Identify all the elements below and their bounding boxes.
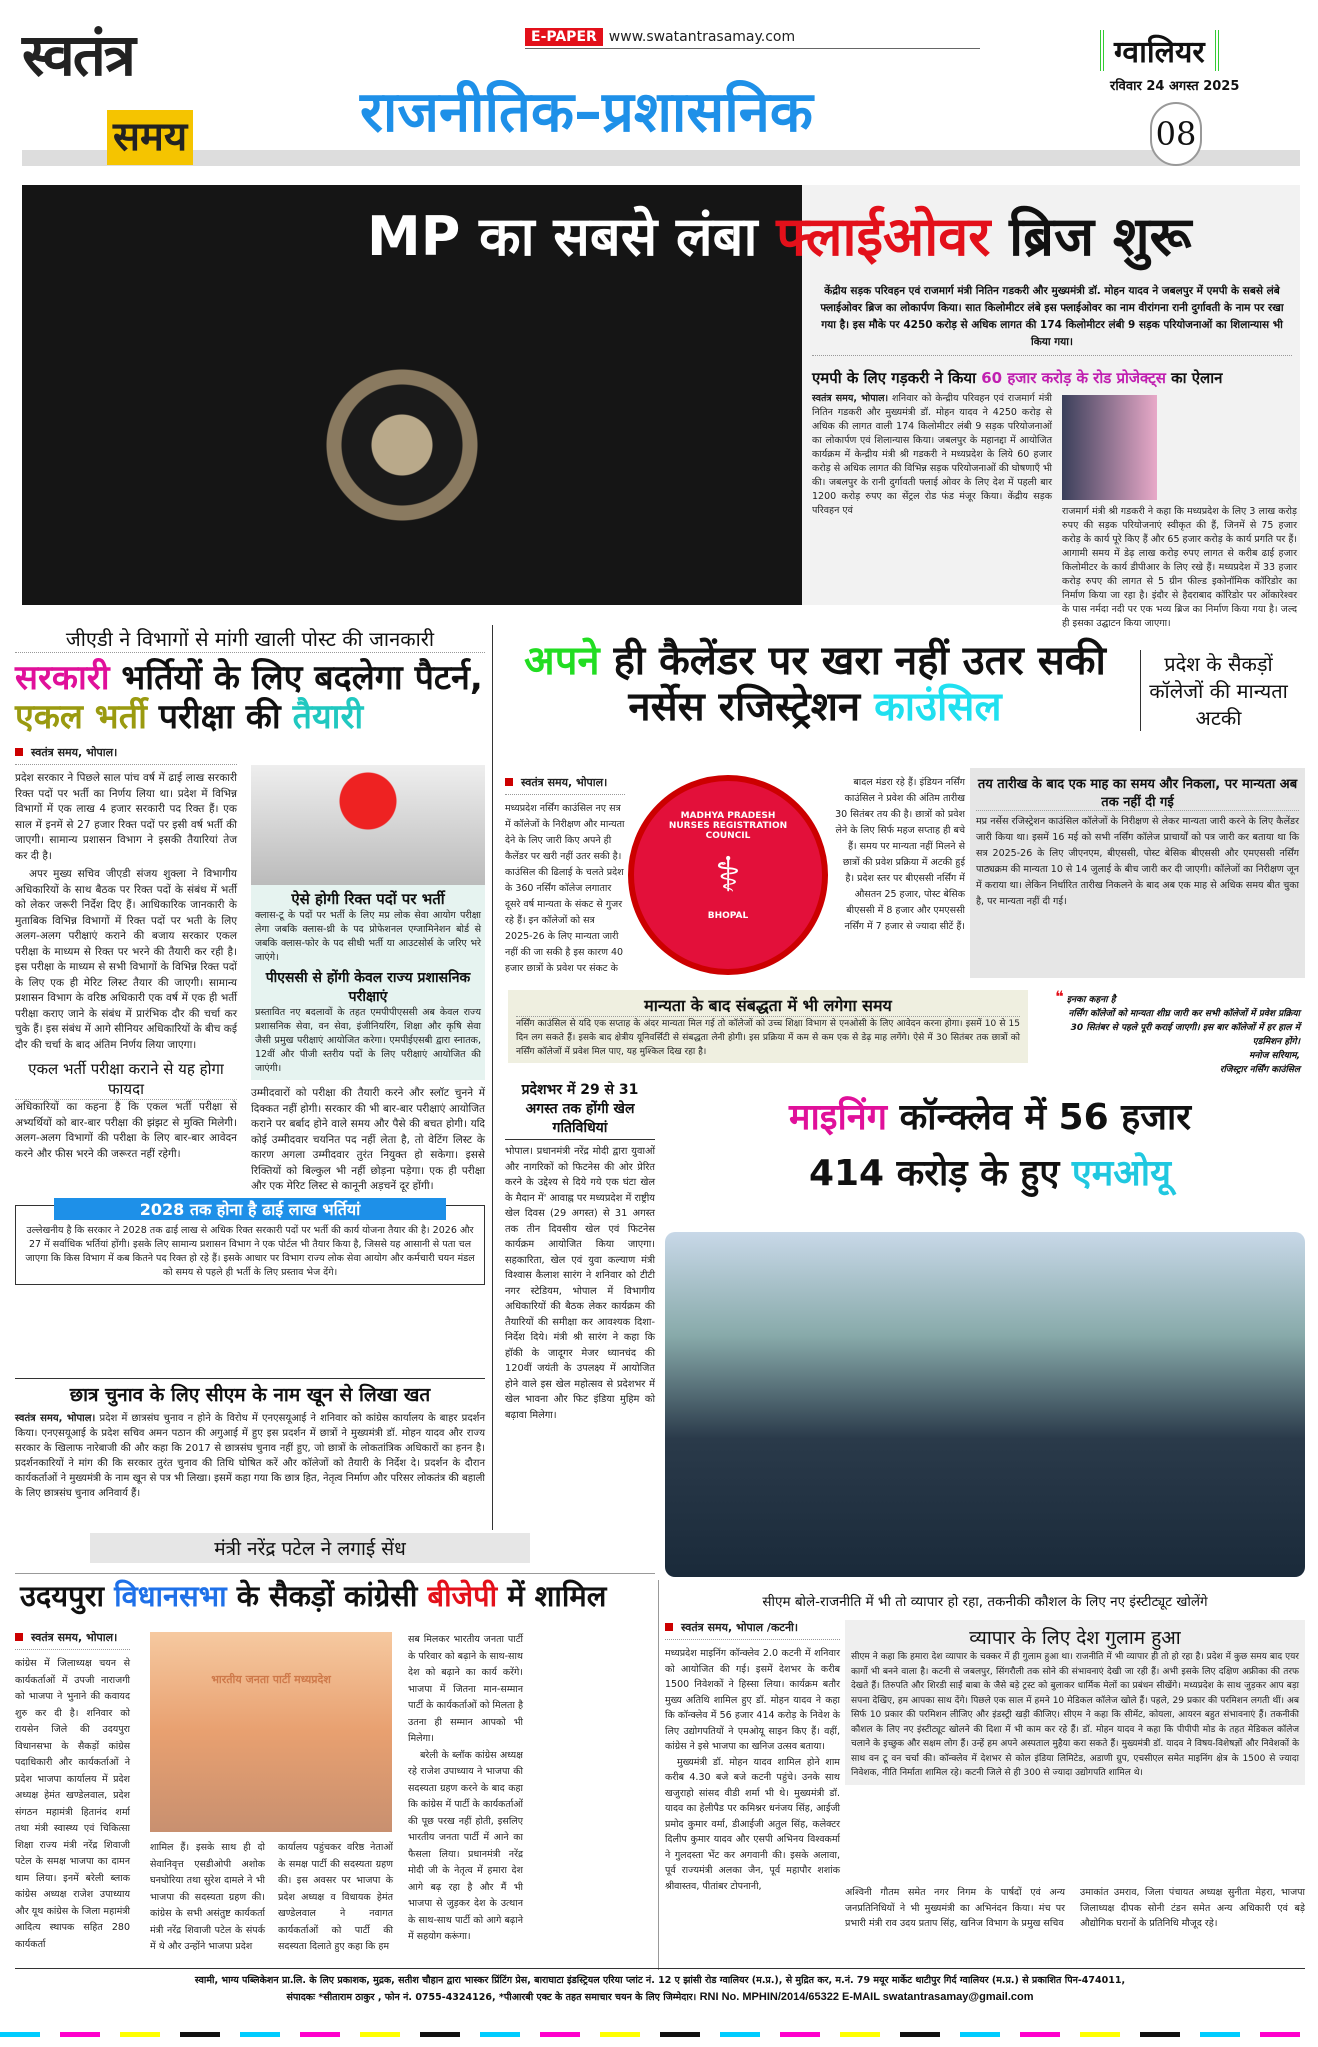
udaipura-kicker: मंत्री नरेंद्र पटेल ने लगाई सेंध bbox=[90, 1533, 530, 1563]
top-body-2: राजमार्ग मंत्री श्री गडकरी ने कहा कि मध्यप्रदेश के लिए 3 लाख करोड़ रुपए की सड़क परियोजनाएं स्वीकृत की हैं, जिनमें से 75 हजार करोड़ के कार्य पूरे किए हैं और 65 हजार करोड़ के कार्य प्रगति पर हैं। आगामी समय में डेढ़ लाख करोड़ रुपए लागत से करीब ढाई हजार किलोमीटर के कार्य डीपीआर के लिए रखे हैं। मध्यप्रदेश में 33 हजार करोड़ रुपए की लागत से 5 ग्रीन फील्ड इकोनॉमिक कॉरिडोर का निर्माण किया जा रहा है। इंदौर से हैदराबाद कॉरिडोर पर ओंकारेश्वर के पास नर्मदा नदी पर एक भव्य ब्रिज का निर्माण किया गया है। जल्द ही इसका उद्घाटन किया जाएगा। bbox=[1062, 506, 1297, 629]
udaipura-headline: उदयपुरा विधानसभा के सैकड़ों कांग्रेसी बीजेपी में शामिल bbox=[20, 1579, 607, 1613]
benefit-body: अधिकारियों का कहना है कि एकल भर्ती परीक्षा से अभ्यर्थियों को बार-बार परीक्षा की झंझट से मुक्ति मिलेगी। अलग-अलग विभागों की परीक्षा के लिए बार-बार आवेदन करने और फीस भरने की जरूरत नहीं रहेगी। bbox=[15, 1101, 237, 1160]
box-heading-2: पीएससी से होंगी केवल राज्य प्रशासनिक परीक्षाएं bbox=[265, 970, 471, 1006]
registration-color-bar bbox=[0, 2032, 1318, 2037]
quote-text: नर्सिंग कॉलेजों को मान्यता शीघ्र जारी कर सभी कॉलेजों में प्रवेश प्रक्रिया 30 सितंबर से पहले पूरी कराई जाएगी। इस बार कॉलेजों में हर हाल में एडमिशन होंगे। bbox=[1068, 1009, 1300, 1047]
recruitment-headline: सरकारी भर्तियों के लिए बदलेगा पैटर्न, एकल भर्ती परीक्षा की तैयारी bbox=[15, 658, 483, 738]
nursing-body-1: मध्यप्रदेश नर्सिंग काउंसिल नए सत्र में कॉलेजों के निरीक्षण और मान्यता देने के लिए जारी किए अपने ही कैलेंडर पर खरी नहीं उतर सकी है। काउंसिल की ढिलाई के चलते प्रदेश के 360 नर्सिंग कॉलेज लगातार दूसरे वर्ष मान्यता के संकट से गुजर रहे हैं। इन कॉलेजों को सत्र 2025-26 के लिए मान्यता जारी नहीं की जा सकी है इस कारण 40 हजार छात्रों के प्रवेश पर संकट के bbox=[505, 803, 625, 974]
udaipura-body-4: सब मिलकर भारतीय जनता पार्टी के परिवार को बढ़ाने के साथ-साथ देश को बढ़ाने का कार्य करेंगे। भाजपा में जितना मान-सम्मान पार्टी के कार्यकर्ताओं को मिलता है उतना ही सम्मान आपको भी मिलेगा। bbox=[408, 1634, 523, 1744]
mining-body-3: अश्विनी गौतम समेत नगर निगम के पार्षदों एवं अन्य जनप्रतिनिधियों ने भी मुख्यमंत्री का अभिनंदन किया। मंच पर प्रभारी मंत्री राव उदय प्रताप सिंह, खनिज विभाग के प्रमुख सचिव bbox=[845, 1887, 1065, 1929]
banner-box bbox=[15, 1199, 485, 1285]
recruitment-kicker: जीएडी ने विभागों से मांगी खाली पोस्ट की जानकारी bbox=[15, 625, 485, 653]
recruitment-dateline: स्वतंत्र समय, भोपाल। bbox=[15, 745, 237, 765]
udaipura-dateline: स्वतंत्र समय, भोपाल। bbox=[15, 1630, 130, 1650]
issue-date: रविवार 24 अगस्त 2025 bbox=[1110, 79, 1240, 94]
nursing-side-kicker: प्रदेश के सैकड़ों कॉलेजों की मान्यता अटकी bbox=[1140, 650, 1290, 731]
recruitment-body-3: उम्मीदवारों को परीक्षा की तैयारी करने और स्लॉट चुनने में दिक्कत नहीं होगी। सरकार की भी बार-बार परीक्षाएं आयोजित कराने पर बर्बाद होने वाले समय और पैसे की बचत होगी। यदि कोई उम्मीदवार चयनित पद नहीं लेता है, तो वेटिंग लिस्ट के कारण अगला उम्मीदवार तुरंत नियुक्त हो सकेगा। इससे रिक्तियों को बिल्कुल भी नहीं छोड़ना पड़ेगा। एक ही परीक्षा और एक मेरिट लिस्ट से कानूनी अड़चनें दूर होंगी। bbox=[251, 1087, 485, 1193]
recruitment-body-1: प्रदेश सरकार ने पिछले साल पांच वर्ष में ढाई लाख सरकारी रिक्त पदों पर भर्ती का निर्णय लिया था। प्रदेश में विभिन्न विभागों में एक लाख 4 हजार सरकारी पद रिक्त हैं। एक साल में इनमें से 27 हजार रिक्त पदों पर इसी वर्ष भर्ती की जाएगी। सामान्य प्रशासन विभाग ने इसकी तैयारियां तेज कर दी है। bbox=[15, 772, 237, 862]
sports-body: भोपाल। प्रधानमंत्री नरेंद्र मोदी द्वारा युवाओं और नागरिकों को फिटनेस की ओर प्रेरित करने के उद्देश्य से दिये गये एक घंटा खेल के मैदान में' आवाह्न पर मध्यप्रदेश में राष्ट्रीय खेल दिवस (29 अगस्त) से 31 अगस्त तक तीन दिवसीय खेल एवं फिटनेस कार्यक्रम आयोजित किया जाएगा। सहकारिता, खेल एवं युवा कल्याण मंत्री विश्वास कैलाश सारंग ने शनिवार को टीटी नगर स्टेडियम, भोपाल में विभागीय अधिकारियों की बैठक लेकर कार्यक्रम की तैयारियों की समीक्षा कर आवश्यक दिशा-निर्देश दिये। मंत्री श्री सारंग ने कहा कि हॉकी के जादूगर मेजर ध्यानचंद की 120वीं जयंती के उपलक्ष्य में आयोजित होने वाले इस खेल महोत्सव से प्रदेशभर में खेल भावना और फिट इंडिया मुहिम को बढ़ावा मिलेगा। bbox=[505, 1146, 655, 1421]
student-headline: छात्र चुनाव के लिए सीएम के नाम खून से लिखा खत bbox=[69, 1384, 431, 1406]
imprint bbox=[15, 1968, 1305, 2006]
sports-headline: प्रदेशभर में 29 से 31 अगस्त तक होंगी खेल गतिविधियां bbox=[505, 1080, 655, 1140]
mining-body-1: मध्यप्रदेश माइनिंग कॉन्क्लेव 2.0 कटनी में शनिवार को आयोजित की गई। इसमें देशभर के करीब 1500 निवेशकों ने हिस्सा लिया। कार्यक्रम बतौर मुख्य अतिथि शामिल हुए डॉ. मोहन यादव ने कहा कि कॉन्क्लेव में 56 हजार 414 करोड़ के निवेश के लिए उद्योगपतियों ने एमओयू साइन किए हैं। वहीं, कांग्रेस ने इसे भाजपा का खनिज उत्सव बताया। bbox=[665, 1648, 840, 1752]
vertical-rule bbox=[658, 1580, 659, 1970]
benefit-subhead: एकल भर्ती परीक्षा कराने से यह होगा फायदा bbox=[15, 1059, 237, 1100]
imprint-rni-email: RNI No. MPHIN/2014/65322 E-MAIL swatantrasamay@gmail.com bbox=[699, 1991, 1034, 2003]
udaipura-body-5: बरेली के ब्लॉक कांग्रेस अध्यक्ष रहे राजेश उपाध्याय ने भाजपा की सदस्यता ग्रहण करने के बाद कहा कि कांग्रेस में पार्टी के कार्यकर्ताओं की पूछ परख नहीं होती, इसलिए भारतीय जनता पार्टी में आने का फैसला लिया। प्रधानमंत्री नरेंद्र मोदी जी के नेतृत्व में हमारा देश आगे बढ़ रहा है और मैं भी भाजपा से जुड़कर देश के उत्थान के साथ-साथ पार्टी को आगे बढ़ाने में सहयोग करूंगा। bbox=[408, 1749, 523, 1942]
udaipura-body-1: कांग्रेस में जिलाध्यक्ष चयन से कार्यकर्ताओं में उपजी नाराजगी को भाजपा ने भुनाने की कवायद शुरु कर दी है। शनिवार को रायसेन जिले की उदयपुरा विधानसभा के सैकड़ों कांग्रेस पदाधिकारी और कार्यकर्ताओं ने प्रदेश भाजपा कार्यालय में प्रदेश अध्यक्ष हेमंत खण्डेलवाल, प्रदेश संगठन महामंत्री हितानंद शर्मा तथा मंत्री स्वास्थ्य एवं चिकित्सा शिक्षा राज्य मंत्री नरेंद्र शिवाजी पटेल के समक्ष भाजपा का दामन थाम लिया। इनमें बरेली ब्लाक कांग्रेस अध्यक्ष राजेश उपाध्याय और यूथ कांग्रेस के जिला महामंत्री आदित्य स्थापक सहित 280 कार्यकर्ता bbox=[15, 1658, 130, 1950]
box-text-1: क्लास-टू के पदों पर भर्ती के लिए मप्र लोक सेवा आयोग परीक्षा लेगा जबकि क्लास-थ्री के पद प्रोफेशनल एग्जामिनेशन बोर्ड से जबकि क्लास-फोर के पद सीधी भर्ती या आउटसोर्स के जरिए भरे जाएंगे। bbox=[255, 910, 481, 964]
quote-icon: ❝ bbox=[1055, 987, 1064, 1006]
recruitment-story bbox=[15, 625, 485, 1505]
city-name bbox=[1100, 30, 1219, 71]
box-text-2: प्रस्तावित नए बदलावों के तहत एमपीपीएससी अब केवल राज्य प्रशासनिक सेवा, वन सेवा, इंजीनियरिंग, शिक्षा और कृषि सेवा जैसी प्रमुख परीक्षाएं आयोजित करेगा। एमपीईएसबी द्वारा स्नातक, 12वीं और पीजी स्तरीय पदों के लिए परीक्षाएं आयोजित की जाएंगी। bbox=[255, 1007, 481, 1075]
quote-title: रजिस्ट्रार नर्सिंग काउंसिल bbox=[1219, 1065, 1300, 1075]
gadkari-photo bbox=[1062, 395, 1157, 500]
nursing-story bbox=[500, 630, 1305, 1080]
bullet-square-icon bbox=[15, 748, 23, 756]
top-lede: केंद्रीय सड़क परिवहन एवं राजमार्ग मंत्री नितिन गडकरी और मुख्यमंत्री डॉ. मोहन यादव ने जबलपुर में एमपी के सबसे लंबे फ्लाईओवर ब्रिज का लोकार्पण किया। सात किलोमीटर लंबे इस फ्लाईओवर का नाम वीरांगना रानी दुर्गावती के नाम पर रखा गया है। इस मौके पर 4250 करोड़ से अधिक लागत की 174 किलोमीटर लंबी 9 सड़क परियोजनाओं का शिलान्यास भी किया गया। bbox=[812, 283, 1292, 356]
trade-box bbox=[845, 1620, 1305, 1785]
city-label: ग्वालियर bbox=[1114, 35, 1205, 70]
top-story bbox=[22, 185, 1300, 629]
quote-block: ❝ इनका कहना है नर्सिंग कॉलेजों को मान्यता शीघ्र जारी कर सभी कॉलेजों में प्रवेश प्रक्रिया 30 सितंबर से पहले पूरी कराई जाएगी। इस बार कॉलेजों में हर हाल में एडमिशन होंगे। मनोज सरियाम, रजिस्ट्रार नर्सिंग काउंसिल bbox=[1055, 987, 1300, 1075]
logo-bottom: समय bbox=[107, 110, 193, 165]
banner-text: उल्लेखनीय है कि सरकार ने 2028 तक ढाई लाख से अधिक रिक्त सरकारी पदों पर भर्ती की कार्य योजना तैयार की है। 2026 और 27 में सर्वाधिक भर्तियां होंगी। इसके लिए सामान्य प्रशासन विभाग ने एक पोर्टल भी तैयार किया है, जिससे यह आसानी से पता चल जाएगा कि किस विभाग में कब कितने पद रिक्त हो रहे हैं। इसके आधार पर विभाग राज्य लोक सेवा आयोग और कर्मचारी चयन मंडल को समय से पहले ही भर्ती के लिए प्रस्ताव भेज देंगे। bbox=[25, 1224, 475, 1278]
student-body: स्वतंत्र समय, भोपाल। प्रदेश में छात्रसंघ चुनाव न होने के विरोध में एनएसयूआई ने शनिवार को कांग्रेस कार्यालय के बाहर प्रदर्शन किया। एनएसयूआई के प्रदेश सचिव अमन पठान की अगुआई में हुए इस प्रदर्शन में छात्रों ने मुख्यमंत्री डॉ. मोहन यादव और राज्य सरकार के खिलाफ नारेबाजी की और कहा कि 2017 से छात्रसंघ चुनाव नहीं हुए, जो छात्रों के लोकतांत्रिक अधिकारों का हनन है। प्रदर्शनकारियों ने मांग की कि सरकार तुरंत चुनाव की तिथि घोषित करें और कॉलेजों को तैयारी के निर्देश दे। प्रदर्शन के दौरान कार्यकर्ताओं ने मुख्यमंत्री के नाम खून से पत्र भी लिखा। इसमें कहा गया कि छात्र हित, नेतृत्व निर्माण और परिसर लोकतंत्र की बहाली के लिए छात्रसंघ चुनाव अनिवार्य हैं। bbox=[15, 1412, 485, 1499]
running-man-illustration bbox=[251, 765, 485, 885]
logo[interactable] bbox=[22, 15, 272, 165]
mining-caption: सीएम बोले-राजनीति में भी तो व्यापार हो रहा, तकनीकी कौशल के लिए नए इंस्टीट्यूट खोलेंगे bbox=[762, 1594, 1208, 1610]
affiliation-heading: मान्यता के बाद संबद्धता में भी लगेगा समय bbox=[516, 994, 1020, 1017]
photo-banner-text: भारतीय जनता पार्टी मध्यप्रदेश bbox=[211, 1673, 331, 1686]
nurses-council-seal: MADHYA PRADESH NURSES REGISTRATION COUNCIL ⚕ BHOPAL bbox=[628, 775, 828, 975]
sports-story bbox=[505, 1080, 655, 1423]
hr bbox=[15, 1573, 655, 1574]
nursing-deadline-box bbox=[970, 768, 1305, 978]
affiliation-text: नर्सिंग काउंसिल से यदि एक सप्ताह के अंदर मान्यता मिल गई तो कॉलेजों को उच्च शिक्षा विभाग से एनओसी के लिए आवेदन करना होगा। इसमें 10 से 15 दिन लग सकते हैं। इसके बाद क्षेत्रीय यूनिवर्सिटी से संबद्धता लेनी होगी। इस प्रक्रिया में कम से कम एक से डेढ़ माह लगेंगे। ऐसे में 30 सितंबर तक छात्रों को नर्सिंग कॉलेजों में प्रवेश मिल पाए, यह मुश्किल दिख रहा है। bbox=[516, 1019, 1020, 1057]
mining-body-2: मुख्यमंत्री डॉ. मोहन यादव शामिल होने शाम करीब 4.30 बजे बजे कटनी पहुंचे। उनके साथ खजुराहो सांसद वीडी शर्मा भी थे। मुख्यमंत्री डॉ. यादव का हेलीपैड पर कमिश्नर धनंजय सिंह, आईजी प्रमोद कुमार वर्मा, डीआईजी अतुल सिंह, कलेक्टर दिलीप कुमार यादव और एसपी अभिनय विश्वकर्मा ने गुलदस्ता भेंट कर अगवानी की। इसके अलावा, पूर्व राज्यमंत्री अलका जैन, पूर्व महापौर शशांक श्रीवास्तव, पीतांबर टोपनानी, bbox=[665, 1756, 840, 1892]
quote-name: मनोज सरियाम, bbox=[1249, 1051, 1300, 1061]
deadline-heading: तय तारीख के बाद एक माह का समय और निकला, पर मान्यता अब तक नहीं दी गई bbox=[976, 774, 1299, 811]
box-heading-1: ऐसे होगी रिक्त पदों पर भर्ती bbox=[291, 890, 445, 909]
recruitment-box bbox=[251, 885, 485, 1080]
page-number: 08 bbox=[1150, 102, 1202, 166]
trade-text: सीएम ने कहा कि हमारा देश व्यापार के चक्कर में ही गुलाम हुआ था। राजनीति में भी व्यापार ही तो हो रहा है। प्रदेश में कुछ समय बाद एयर कार्गो भी बनने वाला है। कटनी से जबलपुर, सिंगरौली तक सोने की संभावनाएं देखी जा रही हैं। अभी इसके लिए दक्षिण अफ्रीका की तरफ देखते हैं। तिरुपति और शिरडी साईं बाबा के जैसे बड़े ट्रस्ट को बुलाकर धार्मिक मेलों का प्रबंधन सीखेंगे। मध्यप्रदेश के साथ जुड़कर आप बड़ा सपना देखिए, हम आपका साथ देंगे। पिछले एक साल में हमने 10 मेडिकल कॉलेज खोले हैं। पहले, 29 प्रकार की परमिशन लगती थीं। अब सिर्फ 10 प्रकार की परमिशन लीजिए और इंडस्ट्री खड़ी कीजिए। सीएम ने कहा कि सीमेंट, कोयला, आयरन बहुत संभावनाएं हैं। तकनीकी कौशल के लिए नए इंस्टीट्यूट खोलने की दिशा में भी काम कर रहे हैं। डॉ. मोहन यादव ने कहा कि पीपीपी मोड के तहत मेडिकल कॉलेज चलाने के इच्छुक और सक्षम लोग हैं। उन्हें हम अपने अस्पताल मुहैया करा सकते हैं। मुख्यमंत्री डॉ. यादव ने विषय-विशेषज्ञों और निवेशकों के साथ वन टू वन चर्चा की। कॉन्क्लेव में देशभर से कोल इंडिया लिमिटेड, अडाणी ग्रुप, एचसीएल समेत माइनिंग क्षेत्र के 1500 से ज्यादा निवेशक, नीति निर्माता शामिल रहे। कटनी जिले से ही 300 से ज्यादा उद्योगपति शामिल थे। bbox=[851, 1652, 1299, 1778]
epaper-badge: E-PAPER bbox=[525, 28, 603, 46]
affiliation-box bbox=[508, 990, 1028, 1063]
bullet-square-icon bbox=[15, 1633, 23, 1641]
imprint-line-1: स्वामी, भाग्य पब्लिकेशन प्रा.लि. के लिए प्रकाशक, मुद्रक, सतीश चौहान द्वारा भास्कर प्रिंटिंग प्रेस, बाराघाटा इंडस्ट्रियल एरिया प्लांट नं. 12 ए झांसी रोड ग्वालियर (म.प्र.), से मुद्रित कर, म.नं. 79 मयूर मार्केट थाटीपुर गिर्द ग्वालियर (म.प्र.) से प्रकाशित पिन-474011, bbox=[194, 1975, 1126, 1986]
top-subhead: एमपी के लिए गड़करी ने किया 60 हजार करोड़ के रोड प्रोजेक्ट्स का ऐलान bbox=[812, 369, 1223, 387]
deadline-text: मप्र नर्सेस रजिस्ट्रेशन काउंसिल कॉलेजों के निरीक्षण से लेकर मान्यता जारी करने के लिए कैलेंडर जारी किया था। इसमें 16 मई को सभी नर्सिंग कॉलेज प्राचार्यों को पत्र जारी कर बताया था कि सत्र 2025-26 के लिए जीएनएम, बीएससी, पोस्ट बेसिक बीएससी और एमएससी नर्सिंग पाठ्यक्रम की मान्यता 10 से 14 जुलाई के बीच जारी कर दी जाएगी। कॉलेजों का निरीक्षण जून में कराया था। लेकिन निर्धारित तारीख निकलने के बाद अब एक माह से अधिक समय बीत चुका है, पर मान्यता नहीं दी गई। bbox=[976, 816, 1299, 907]
vertical-rule bbox=[492, 625, 493, 1530]
bjp-joining-photo bbox=[150, 1632, 392, 1832]
section-title: राजनीतिक–प्रशासनिक bbox=[360, 80, 813, 145]
udaipura-body-3: कार्यालय पहुंचकर वरिष्ठ नेताओं के समक्ष पार्टी की सदस्यता ग्रहण की। इस अवसर पर भाजपा के प्रदेश अध्यक्ष व विधायक हेमंत खण्डेलवाल ने नवागत कार्यकर्ताओं को पार्टी की सदस्यता दिलाते हुए कहा कि हम bbox=[278, 1842, 393, 1952]
conclave-photo bbox=[665, 1232, 1305, 1577]
top-body-1: स्वतंत्र समय, भोपाल। शनिवार को केन्द्रीय परिवहन एवं राजमार्ग मंत्री नितिन गडकरी और मुख्यमंत्री डॉ. मोहन यादव ने 4250 करोड़ से अधिक की लागत वाली 174 किलोमीटर लंबी 9 सड़क परियोजनाओं का लोकार्पण एवं शिलान्यास किया। जबलपुर के महानद्दा में आयोजित कार्यक्रम में केन्द्रीय मंत्री श्री गडकरी ने मध्यप्रदेश के लिये 60 हजार करोड़ से अधिक लागत की विभिन्न सड़क परियोजनाओं की घोषणाएँ भी की। जबलपुर के रानी दुर्गावती फ्लाई ओवर के लिए देश में पहली बार 1200 करोड़ रुपए का सेंट्रल रोड फंड मंजूर किया। केंद्रीय सड़क परिवहन एवं bbox=[812, 393, 1052, 516]
udaipura-body-2: शामिल हैं। इसके साथ ही दो सेवानिवृत्त एसडीओपी अशोक घनघोरिया तथा सुरेश दामले ने भी भाजपा की सदस्यता ग्रहण की। कांग्रेस के सभी असंतुष्ट कार्यकर्ता मंत्री नरेंद्र शिवाजी पटेल के संपर्क में थे और उन्होंने भाजपा प्रदेश bbox=[150, 1842, 265, 1952]
website-link[interactable]: www.swatantrasamay.com bbox=[608, 29, 796, 45]
nursing-body-2: बादल मंडरा रहे हैं। इंडियन नर्सिंग काउंसिल ने प्रवेश की अंतिम तारीख 30 सितंबर तय की है। छात्रों को प्रवेश लेने के लिए सिर्फ महज सप्ताह ही बचे हैं। समय पर मान्यता नहीं मिलने से छात्रों की प्रवेश प्रक्रिया में अटकी हुई है। प्रदेश स्तर पर बीएससी नर्सिंग में औसतन 25 हजार, पोस्ट बेसिक बीएससी में 8 हजार और एमएससी नर्सिंग में 7 हजार से ज्यादा सीटें हैं। bbox=[835, 777, 965, 932]
top-headline: MP का सबसे लंबा फ्लाईओवर ब्रिज शुरू bbox=[367, 205, 1192, 268]
nursing-headline: अपने ही कैलेंडर पर खरा नहीं उतर सकी नर्सेस रजिस्ट्रेशन काउंसिल bbox=[524, 638, 1106, 730]
trade-heading: व्यापार के लिए देश गुलाम हुआ bbox=[969, 1627, 1181, 1649]
student-letter-story bbox=[15, 1378, 485, 1501]
mining-body-4: उमाकांत उमराव, जिला पंचायत अध्यक्ष सुनीता मेहरा, भाजपा जिलाध्यक्ष दीपक सोनी टंडन समेत अन्य अधिकारी एवं बड़े औद्योगिक घरानों के प्रतिनिधि मौजूद रहे। bbox=[1080, 1887, 1305, 1929]
mining-headline: माइनिंग कॉन्क्लेव में 56 हजार 414 करोड़ के हुए एमओयू bbox=[788, 1097, 1192, 1194]
imprint-editor: संपादकः *सीताराम ठाकुर , फोन नं. 0755-4324126, *पीआरबी एक्ट के तहत समाचार चयन के लिए जिम्मेदार। bbox=[286, 1992, 697, 2003]
mining-dateline: स्वतंत्र समय, भोपाल /कटनी। bbox=[665, 1620, 840, 1640]
logo-top: स्वतंत्र bbox=[22, 21, 134, 89]
nursing-dateline: स्वतंत्र समय, भोपाल। bbox=[505, 775, 625, 795]
bullet-square-icon bbox=[505, 778, 513, 786]
caduceus-icon: ⚕ bbox=[715, 847, 741, 903]
bullet-square-icon bbox=[665, 1623, 673, 1631]
recruitment-body-2: अपर मुख्य सचिव जीएडी संजय शुक्ला ने विभागीय अधिकारियों के साथ बैठक पर रिक्त पदों के संबंध में भर्ती को लेकर जरूरी निर्देश दिए हैं। आधिकारिक जानकारी के मुताबिक विभिन्न विभागों में रिक्त पदों पर भती के लिए अलग-अलग परीक्षाएं कराने की बजाय सरकार एकल परीक्षा के माध्यम से रिक्त पर भरने की तैयारी कर रही है। इस परीक्षा के माध्यम से सभी विभागों के विभिन्न रिक्त पदों के लिए एक ही मेरिट लिस्ट तैयार की जाएगी। सामान्य प्रशासन विभाग के वरिष्ठ अधिकारी एक वर्ष में एक ही भर्ती परीक्षा कराए जाने के संबंध में प्रारंभिक दौर की चर्चा कर चुके हैं। इस संबंध में आगे सीनियर अधिकारियों के बीच कई दौर की चर्चा के बाद अंतिम निर्णय लिया जाएगा। bbox=[15, 868, 237, 1051]
banner-heading: 2028 तक होना है ढाई लाख भर्तियां bbox=[54, 1198, 446, 1220]
